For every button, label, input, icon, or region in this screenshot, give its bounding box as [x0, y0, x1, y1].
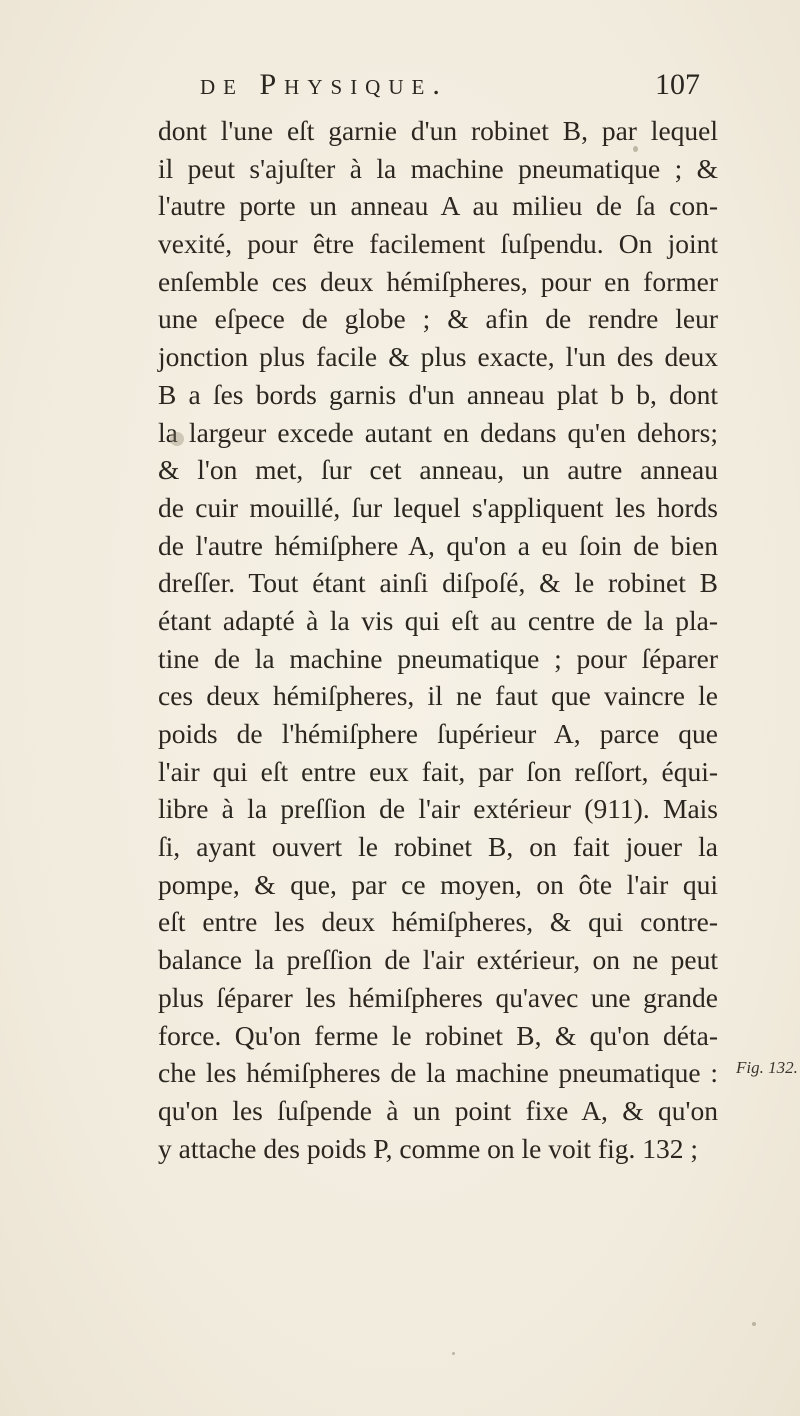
paper-speck — [752, 1322, 756, 1326]
text-line: l'air qui eſt entre eux fait, par ſon reſſort, équi- — [158, 755, 718, 787]
text-line: il peut s'ajuſter à la machine pneumatique ; & — [158, 152, 718, 184]
text-line: dont l'une eſt garnie d'un robinet B, par lequel — [158, 115, 718, 146]
text-line: force. Qu'on ferme le robinet B, & qu'on déta- — [158, 1019, 718, 1051]
text-line: y attache des poids P, comme on le voit fig. 132 ; — [158, 1132, 698, 1164]
paper-speck — [633, 146, 638, 152]
text-line: ces deux hémiſpheres, il ne faut que vaincre le — [158, 680, 718, 712]
text-line: & l'on met, ſur cet anneau, un autre anneau — [158, 454, 718, 486]
text-line: B a ſes bords garnis d'un anneau plat b b, dont — [158, 378, 718, 410]
page-header — [200, 68, 700, 108]
text-line: che les hémiſpheres de la machine pneumatique : — [158, 1057, 718, 1089]
text-line: vexité, pour être facilement ſuſpendu. On joint — [158, 228, 718, 260]
paper-speck — [170, 432, 184, 446]
text-line: la largeur excede autant en dedans qu'en dehors; — [158, 416, 718, 448]
text-line: libre à la preſſion de l'air extérieur (911). Mais — [158, 793, 718, 825]
text-line: qu'on les ſuſpende à un point fixe A, & qu'on — [158, 1094, 718, 1126]
paper-speck — [452, 1352, 455, 1355]
text-line: dreſſer. Tout étant ainſi diſpoſé, & le robinet B — [158, 567, 718, 599]
text-line: plus ſéparer les hémiſpheres qu'avec une grande — [158, 981, 718, 1013]
text-line: une eſpece de globe ; & afin de rendre leur — [158, 303, 718, 335]
text-line: poids de l'hémiſphere ſupérieur A, parce que — [158, 718, 718, 749]
margin-note: Fig. 132. — [736, 1058, 798, 1077]
text-line: de cuir mouillé, ſur lequel s'appliquent les hords — [158, 491, 718, 523]
text-line: pompe, & que, par ce moyen, on ôte l'air qui — [158, 868, 718, 900]
running-title: de Physique. — [200, 68, 448, 101]
body-text — [158, 112, 718, 1167]
text-line: étant adapté à la vis qui eſt au centre de la pla- — [158, 604, 718, 636]
text-line: eſt entre les deux hémiſpheres, & qui contre- — [158, 906, 718, 938]
text-line: enſemble ces deux hémiſpheres, pour en former — [158, 265, 718, 297]
text-line: tine de la machine pneumatique ; pour ſéparer — [158, 642, 718, 674]
text-line: l'autre porte un anneau A au milieu de ſa con- — [158, 190, 718, 222]
text-line: balance la preſſion de l'air extérieur, on ne peut — [158, 944, 718, 976]
text-line: ſi, ayant ouvert le robinet B, on fait jouer la — [158, 831, 718, 863]
page-number: 107 — [655, 68, 700, 101]
text-line: de l'autre hémiſphere A, qu'on a eu ſoin de bien — [158, 529, 718, 561]
text-line: jonction plus facile & plus exacte, l'un des deux — [158, 341, 718, 373]
